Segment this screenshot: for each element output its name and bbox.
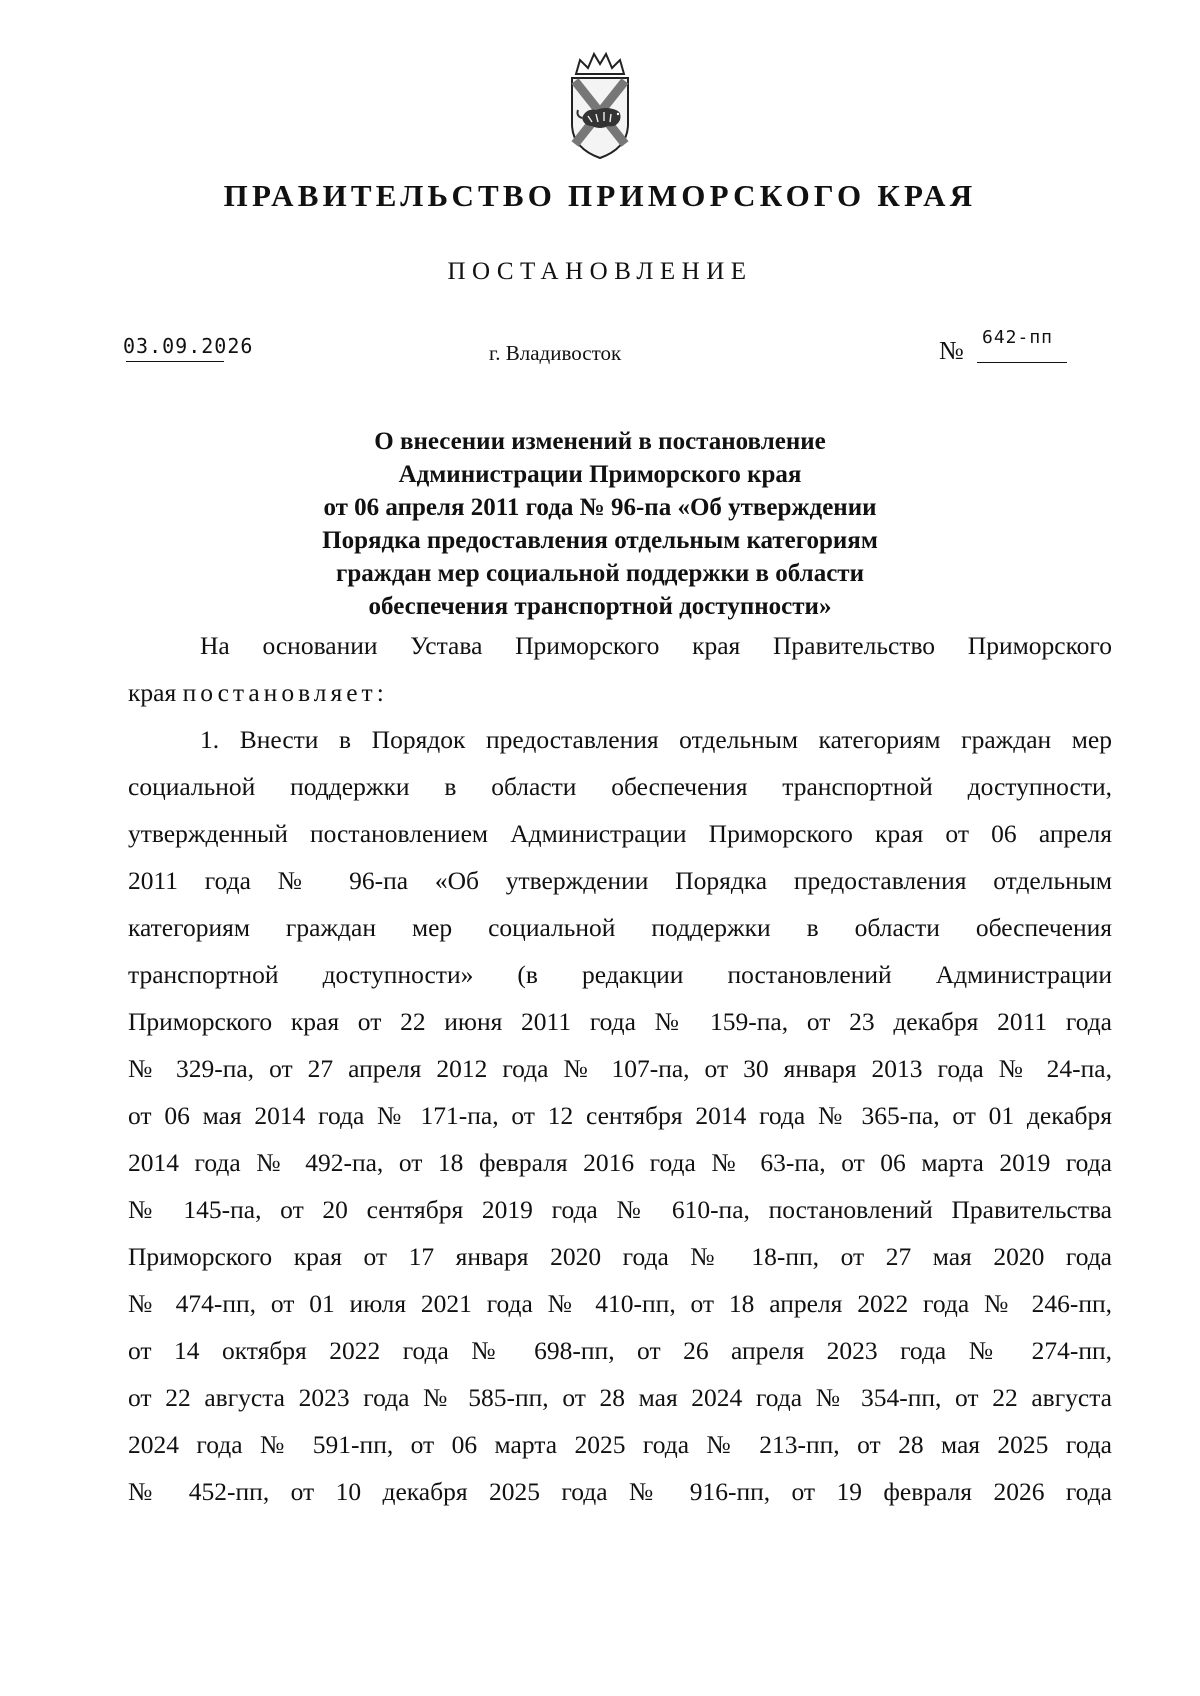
paragraph-line: № 329-па, от 27 апреля 2012 года № 107-па, от 30 января 2013 года № 24-па, — [128, 1054, 1112, 1083]
subject-line: Порядка предоставления отдельным категориям — [322, 527, 878, 554]
document-type: ПОСТАНОВЛЕНИЕ — [447, 258, 753, 285]
paragraph-line: 1. Внести в Порядок предоставления отдельным категориям граждан мер — [200, 725, 1112, 754]
paragraph-line: № 452-пп, от 10 декабря 2025 года № 916-пп, от 19 февраля 2026 года — [128, 1477, 1112, 1506]
paragraph-line: категориям граждан мер социальной поддержки в области обеспечения — [128, 913, 1112, 942]
document-subject — [150, 425, 1050, 623]
paragraph-line: 2014 года № 492-па, от 18 февраля 2016 года № 63-па, от 06 марта 2019 года — [128, 1148, 1112, 1177]
paragraph-line: от 14 октября 2022 года № 698-пп, от 26 апреля 2023 года № 274-пп, — [128, 1336, 1112, 1365]
paragraph-line: от 22 августа 2023 года № 585-пп, от 28 мая 2024 года № 354-пп, от 22 августа — [128, 1383, 1112, 1412]
subject-line: О внесении изменений в постановление — [374, 428, 826, 455]
paragraph-line: 2024 года № 591-пп, от 06 марта 2025 года № 213-пп, от 28 мая 2025 года — [128, 1430, 1112, 1459]
subject-line: граждан мер социальной поддержки в области — [336, 560, 864, 587]
date-underline — [126, 361, 224, 362]
paragraph-line: утвержденный постановлением Администрации Приморского края от 06 апреля — [128, 819, 1112, 848]
paragraph-line: 2011 года № 96-па «Об утверждении Порядка предоставления отдельным — [128, 866, 1112, 895]
resolves-word: постановляет: — [182, 678, 388, 707]
paragraph-line: социальной поддержки в области обеспечения транспортной доступности, — [128, 772, 1112, 801]
paragraph-line: от 06 мая 2014 года № 171-па, от 12 сентября 2014 года № 365-па, от 01 декабря — [128, 1101, 1112, 1130]
preamble-line: На основании Устава Приморского края Правительство Приморского — [200, 631, 1112, 660]
preamble-text: края — [128, 678, 177, 707]
preamble-line — [128, 676, 1112, 710]
organization-title: ПРАВИТЕЛЬСТВО ПРИМОРСКОГО КРАЯ — [223, 178, 977, 213]
paragraph-line: Приморского края от 22 июня 2011 года № 159-па, от 23 декабря 2011 года — [128, 1007, 1112, 1036]
number-sign: № — [939, 336, 964, 365]
paragraph-line: Приморского края от 17 января 2020 года № 18-пп, от 27 мая 2020 года — [128, 1242, 1112, 1271]
subject-line: от 06 апреля 2011 года № 96-па «Об утверждении — [323, 494, 877, 521]
coat-of-arms-emblem — [566, 48, 634, 160]
subject-line: Администрации Приморского края — [398, 461, 802, 488]
document-number: 642-пп — [982, 327, 1054, 348]
paragraph-line: № 474-пп, от 01 июля 2021 года № 410-пп, от 18 апреля 2022 года № 246-пп, — [128, 1289, 1112, 1318]
subject-line: обеспечения транспортной доступности» — [368, 593, 832, 620]
document-city: г. Владивосток — [489, 341, 622, 365]
paragraph-line: транспортной доступности» (в редакции постановлений Администрации — [128, 960, 1112, 989]
paragraph-line: № 145-па, от 20 сентября 2019 года № 610-па, постановлений Правительства — [128, 1195, 1112, 1224]
document-date: 03.09.2026 — [123, 334, 254, 358]
number-underline — [977, 362, 1067, 363]
